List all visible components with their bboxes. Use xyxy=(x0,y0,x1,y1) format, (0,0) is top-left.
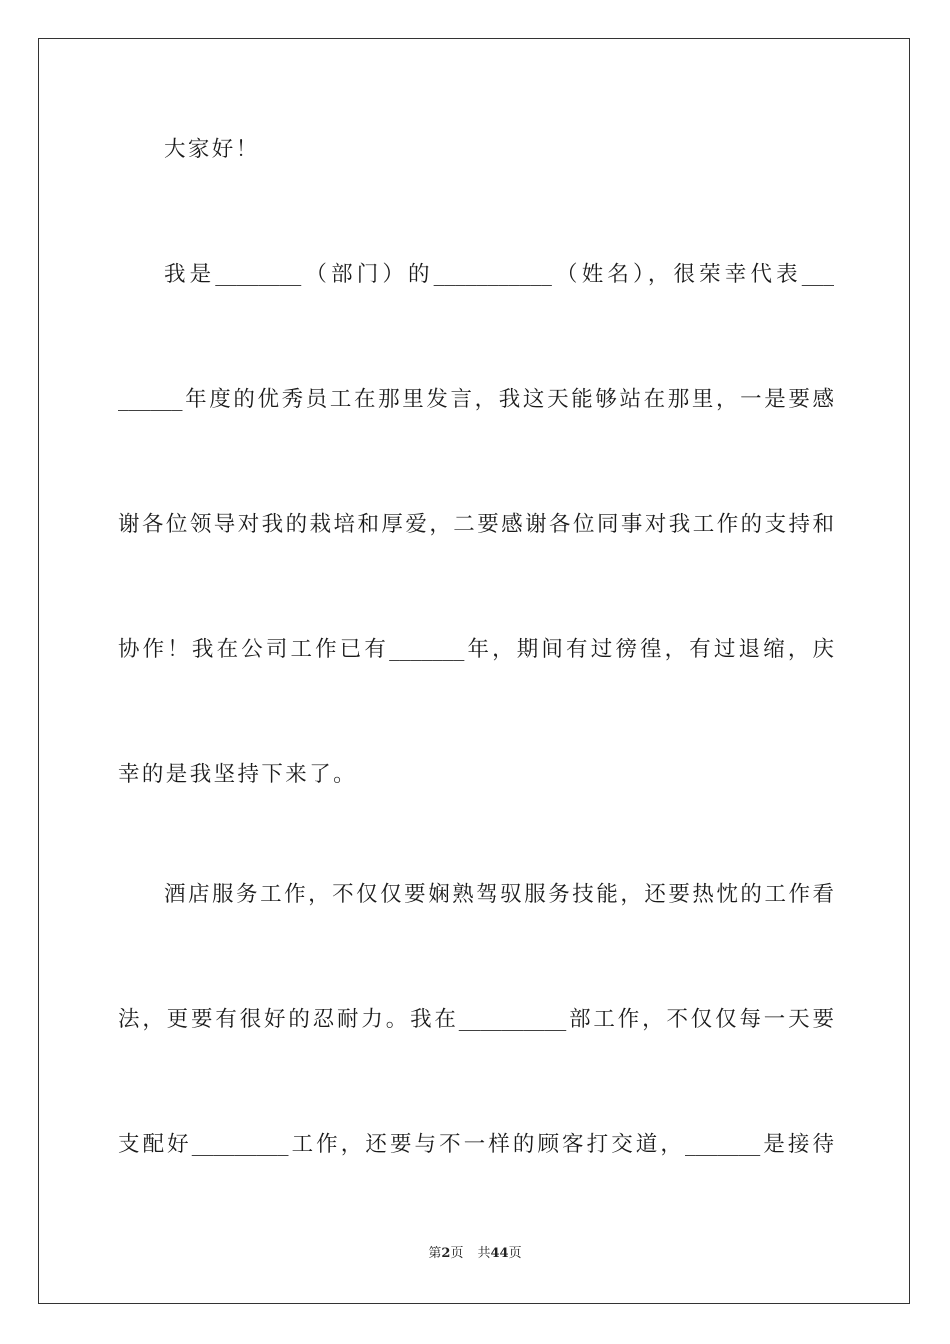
body-line-4: 协作！我在公司工作已有_______年，期间有过徬徨，有过退缩，庆 xyxy=(118,637,834,662)
footer-total-pages: 44 xyxy=(490,1246,509,1261)
footer-page-prefix: 第 xyxy=(428,1246,442,1261)
body-line-3: 谢各位领导对我的栽培和厚爱，二要感谢各位同事对我工作的支持和 xyxy=(118,512,834,537)
footer-total-prefix: 共 xyxy=(477,1246,491,1261)
footer-total-unit: 页 xyxy=(508,1246,522,1261)
body-line-1: 我是________（部门）的___________（姓名），很荣幸代表___ xyxy=(164,262,834,287)
body-line-8: 支配好_________工作，还要与不一样的顾客打交道，_______是接待 xyxy=(118,1132,834,1157)
body-line-5: 幸的是我坚持下来了。 xyxy=(118,762,358,787)
page-footer xyxy=(0,1244,950,1264)
footer-page-number: 2 xyxy=(441,1246,451,1261)
body-line-7: 法，更要有很好的忍耐力。我在__________部工作，不仅仅每一天要 xyxy=(118,1007,834,1032)
greeting-line: 大家好！ xyxy=(164,137,260,162)
page-border xyxy=(38,38,910,1304)
footer-page-unit: 页 xyxy=(450,1246,464,1261)
body-line-6: 酒店服务工作，不仅仅要娴熟驾驭服务技能，还要热忱的工作看 xyxy=(164,882,834,907)
body-line-2: ______年度的优秀员工在那里发言，我这天能够站在那里，一是要感 xyxy=(118,387,834,412)
